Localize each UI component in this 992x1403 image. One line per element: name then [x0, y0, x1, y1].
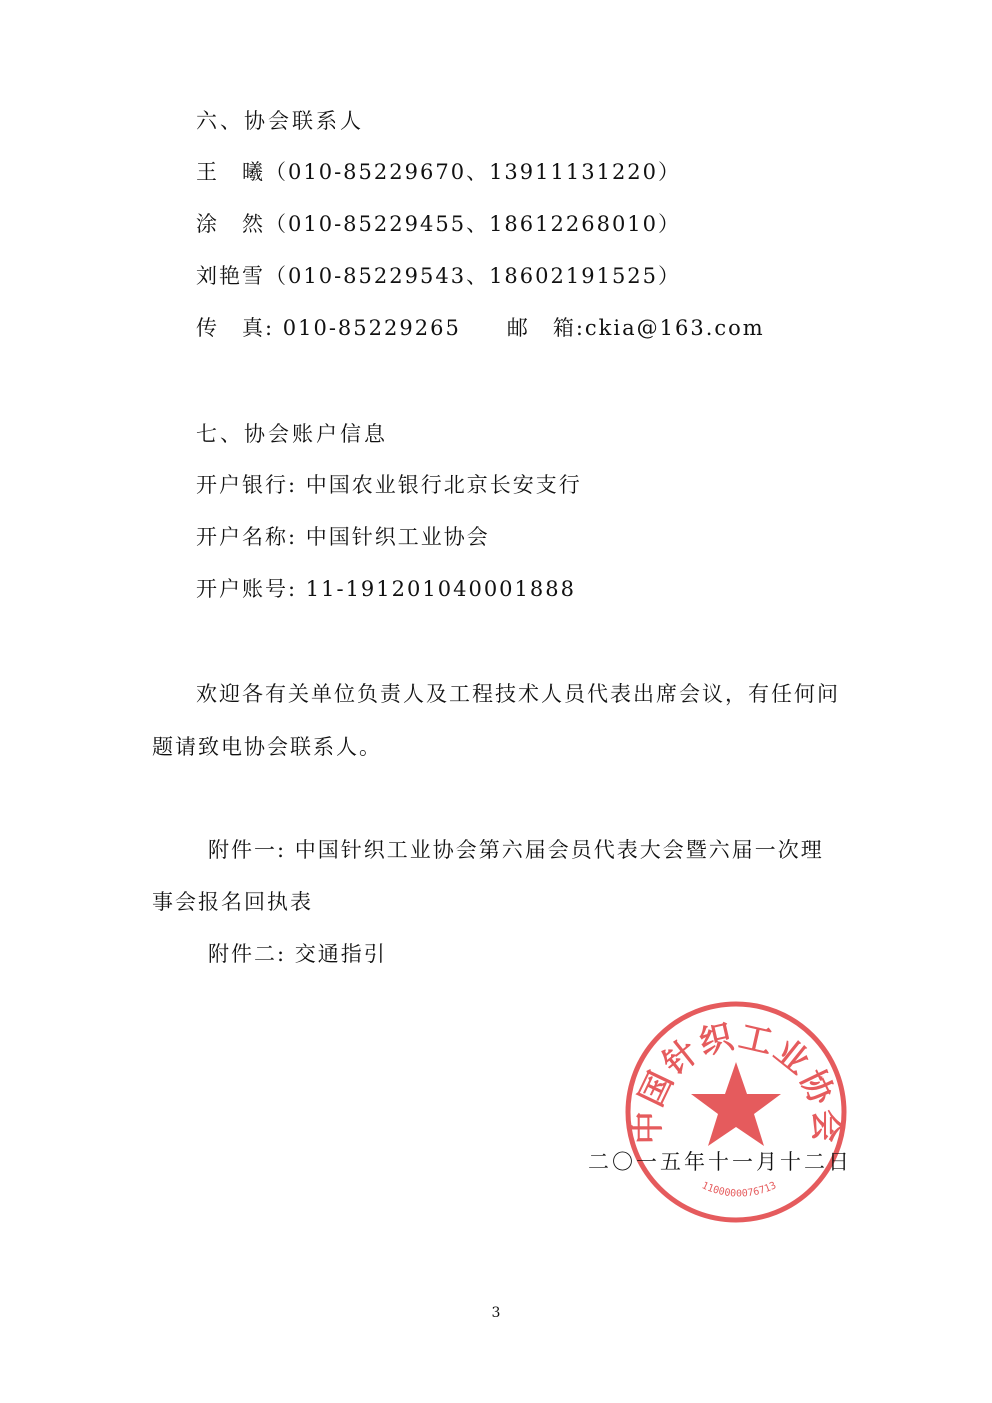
page-number: 3 — [491, 1305, 501, 1321]
contact-row — [196, 210, 681, 238]
welcome-line-2: 题请致电协会联系人。 — [152, 735, 382, 759]
contacts-heading: 六、协会联系人 — [196, 109, 364, 133]
official-seal — [622, 998, 850, 1226]
email-address: 邮 箱:ckia@163.com — [506, 316, 765, 340]
contact-name: 涂 然 — [196, 212, 265, 236]
svg-text:中国针织工业协会: 中国针织工业协会 — [627, 1016, 847, 1145]
account-name: 开户名称: 中国针织工业协会 — [196, 525, 490, 549]
account-bank: 开户银行: 中国农业银行北京长安支行 — [196, 473, 582, 497]
contact-phones: （010-85229455、18612268010） — [265, 212, 682, 236]
fax-number: 传 真: 010-85229265 — [196, 316, 461, 340]
contact-name: 刘艳雪 — [196, 264, 265, 288]
issue-date: 二〇一五年十一月十二日 — [588, 1150, 852, 1174]
svg-text:1100000076713: 1100000076713 — [699, 1180, 779, 1200]
account-heading: 七、协会账户信息 — [196, 422, 388, 446]
contact-phones: （010-85229670、13911131220） — [265, 160, 682, 184]
attachment-1-line-1: 附件一: 中国针织工业协会第六届会员代表大会暨六届一次理 — [208, 838, 824, 862]
contact-row — [196, 158, 681, 186]
attachment-1-line-2: 事会报名回执表 — [152, 890, 313, 914]
contact-phones: （010-85229543、18602191525） — [265, 264, 682, 288]
welcome-line-1: 欢迎各有关单位负责人及工程技术人员代表出席会议，有任何问 — [196, 682, 840, 706]
fax-email-row — [196, 314, 765, 342]
seal-star-icon — [691, 1062, 781, 1146]
contact-row — [196, 262, 681, 290]
attachment-2: 附件二: 交通指引 — [208, 942, 387, 966]
account-number: 开户账号: 11-191201040001888 — [196, 577, 576, 601]
contact-name: 王 曦 — [196, 160, 265, 184]
